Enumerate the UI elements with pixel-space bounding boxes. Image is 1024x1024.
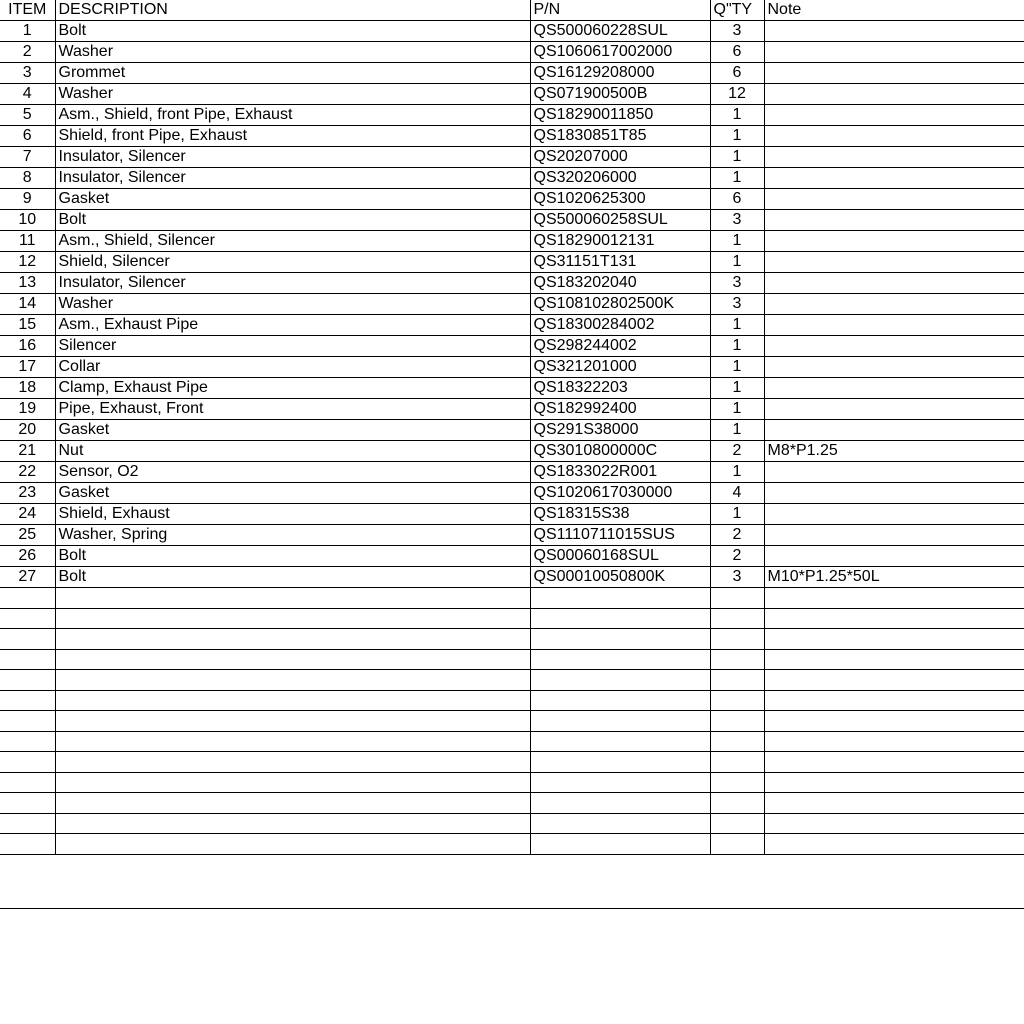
cell-description: Washer (55, 84, 530, 105)
table-row (0, 629, 1024, 650)
table-row (0, 588, 1024, 609)
table-row (0, 168, 1024, 189)
cell-part-number (530, 772, 710, 793)
cell-item (0, 793, 55, 814)
cell-description (55, 731, 530, 752)
table-row (0, 772, 1024, 793)
cell-quantity: 6 (710, 189, 764, 210)
cell-quantity: 3 (710, 210, 764, 231)
cell-description: Insulator, Silencer (55, 147, 530, 168)
cell-note (764, 84, 1024, 105)
cell-note (764, 649, 1024, 670)
cell-description (55, 752, 530, 773)
cell-item (0, 629, 55, 650)
cell-note (764, 210, 1024, 231)
cell-description: Bolt (55, 21, 530, 42)
cell-note (764, 731, 1024, 752)
cell-item (0, 608, 55, 629)
table-row (0, 731, 1024, 752)
cell-description: Asm., Shield, front Pipe, Exhaust (55, 105, 530, 126)
cell-item: 18 (0, 378, 55, 399)
table-row (0, 357, 1024, 378)
cell-description: Asm., Exhaust Pipe (55, 315, 530, 336)
cell-item: 6 (0, 126, 55, 147)
cell-item: 25 (0, 525, 55, 546)
cell-description: Washer, Spring (55, 525, 530, 546)
table-row (0, 462, 1024, 483)
cell-description (55, 793, 530, 814)
cell-quantity: 3 (710, 294, 764, 315)
cell-item (0, 752, 55, 773)
cell-quantity: 6 (710, 42, 764, 63)
cell-description: Gasket (55, 483, 530, 504)
table-row (0, 273, 1024, 294)
table-row (0, 105, 1024, 126)
table-row (0, 378, 1024, 399)
cell-description: Shield, Silencer (55, 252, 530, 273)
cell-item: 7 (0, 147, 55, 168)
cell-item (0, 588, 55, 609)
cell-item: 22 (0, 462, 55, 483)
parts-list-header (0, 0, 1024, 21)
table-row (0, 252, 1024, 273)
cell-item (0, 834, 55, 855)
table-row (0, 315, 1024, 336)
cell-quantity (710, 608, 764, 629)
cell-note (764, 147, 1024, 168)
cell-part-number: QS00060168SUL (530, 546, 710, 567)
cell-description (55, 772, 530, 793)
cell-quantity: 1 (710, 105, 764, 126)
cell-quantity (710, 813, 764, 834)
table-row (0, 793, 1024, 814)
cell-item: 27 (0, 567, 55, 588)
table-row (0, 670, 1024, 691)
cell-part-number: QS18322203 (530, 378, 710, 399)
cell-description: Pipe, Exhaust, Front (55, 399, 530, 420)
cell-item: 10 (0, 210, 55, 231)
cell-part-number: QS500060258SUL (530, 210, 710, 231)
cell-part-number (530, 608, 710, 629)
cell-note (764, 462, 1024, 483)
cell-part-number: QS3010800000C (530, 441, 710, 462)
cell-note (764, 793, 1024, 814)
cell-part-number: QS1020617030000 (530, 483, 710, 504)
cell-quantity: 1 (710, 357, 764, 378)
cell-part-number (530, 649, 710, 670)
cell-description (55, 834, 530, 855)
cell-part-number: QS16129208000 (530, 63, 710, 84)
table-row (0, 399, 1024, 420)
cell-description: Clamp, Exhaust Pipe (55, 378, 530, 399)
cell-part-number (530, 629, 710, 650)
cell-description: Gasket (55, 420, 530, 441)
cell-item (0, 690, 55, 711)
table-row (0, 147, 1024, 168)
cell-description (55, 608, 530, 629)
parts-list-body (0, 21, 1024, 855)
cell-note (764, 294, 1024, 315)
cell-quantity: 1 (710, 231, 764, 252)
cell-quantity: 4 (710, 483, 764, 504)
cell-note (764, 834, 1024, 855)
cell-description (55, 629, 530, 650)
cell-quantity (710, 752, 764, 773)
cell-description: Bolt (55, 546, 530, 567)
cell-note (764, 608, 1024, 629)
cell-item: 9 (0, 189, 55, 210)
cell-description: Nut (55, 441, 530, 462)
cell-part-number: QS071900500B (530, 84, 710, 105)
cell-quantity: 3 (710, 567, 764, 588)
cell-quantity: 1 (710, 336, 764, 357)
cell-description: Washer (55, 42, 530, 63)
cell-part-number (530, 834, 710, 855)
cell-quantity: 1 (710, 462, 764, 483)
cell-description: Sensor, O2 (55, 462, 530, 483)
cell-item: 17 (0, 357, 55, 378)
table-row (0, 210, 1024, 231)
table-row (0, 690, 1024, 711)
cell-item: 13 (0, 273, 55, 294)
cell-description: Grommet (55, 63, 530, 84)
table-row (0, 834, 1024, 855)
table-row (0, 525, 1024, 546)
cell-note (764, 189, 1024, 210)
cell-item: 19 (0, 399, 55, 420)
cell-item (0, 731, 55, 752)
cell-part-number: QS1110711015SUS (530, 525, 710, 546)
cell-note (764, 772, 1024, 793)
cell-item: 2 (0, 42, 55, 63)
cell-note (764, 168, 1024, 189)
cell-description (55, 711, 530, 732)
table-row (0, 21, 1024, 42)
cell-note (764, 813, 1024, 834)
table-row (0, 126, 1024, 147)
cell-part-number: QS20207000 (530, 147, 710, 168)
cell-item: 8 (0, 168, 55, 189)
cell-item: 26 (0, 546, 55, 567)
cell-item: 11 (0, 231, 55, 252)
cell-note (764, 252, 1024, 273)
cell-quantity: 1 (710, 315, 764, 336)
cell-quantity (710, 711, 764, 732)
cell-part-number: QS500060228SUL (530, 21, 710, 42)
cell-description: Gasket (55, 189, 530, 210)
cell-item: 5 (0, 105, 55, 126)
cell-part-number: QS18290012131 (530, 231, 710, 252)
cell-note (764, 420, 1024, 441)
cell-part-number: QS18315S38 (530, 504, 710, 525)
cell-note (764, 42, 1024, 63)
cell-part-number (530, 793, 710, 814)
cell-part-number: QS31151T131 (530, 252, 710, 273)
table-row (0, 84, 1024, 105)
cell-note (764, 711, 1024, 732)
table-row (0, 483, 1024, 504)
cell-quantity (710, 793, 764, 814)
table-row (0, 42, 1024, 63)
cell-description: Asm., Shield, Silencer (55, 231, 530, 252)
table-row (0, 336, 1024, 357)
cell-part-number: QS298244002 (530, 336, 710, 357)
cell-item (0, 772, 55, 793)
cell-description: Bolt (55, 210, 530, 231)
cell-part-number (530, 731, 710, 752)
cell-note (764, 399, 1024, 420)
cell-quantity: 2 (710, 525, 764, 546)
cell-part-number (530, 711, 710, 732)
cell-note (764, 588, 1024, 609)
cell-item (0, 649, 55, 670)
cell-description (55, 813, 530, 834)
cell-quantity (710, 649, 764, 670)
cell-quantity: 1 (710, 420, 764, 441)
cell-description: Insulator, Silencer (55, 273, 530, 294)
cell-quantity (710, 834, 764, 855)
cell-note (764, 546, 1024, 567)
header-note: Note (764, 0, 1024, 21)
table-row (0, 608, 1024, 629)
cell-item: 16 (0, 336, 55, 357)
cell-part-number (530, 752, 710, 773)
cell-quantity (710, 690, 764, 711)
cell-note (764, 483, 1024, 504)
cell-note (764, 378, 1024, 399)
cell-quantity: 2 (710, 441, 764, 462)
cell-note (764, 126, 1024, 147)
cell-note (764, 336, 1024, 357)
cell-description: Shield, front Pipe, Exhaust (55, 126, 530, 147)
cell-part-number (530, 670, 710, 691)
cell-item: 20 (0, 420, 55, 441)
cell-note (764, 629, 1024, 650)
cell-note (764, 670, 1024, 691)
cell-description: Collar (55, 357, 530, 378)
cell-item (0, 813, 55, 834)
table-row (0, 752, 1024, 773)
header-quantity: Q"TY (710, 0, 764, 21)
cell-part-number (530, 588, 710, 609)
header-part-number: P/N (530, 0, 710, 21)
cell-description: Silencer (55, 336, 530, 357)
cell-quantity: 1 (710, 378, 764, 399)
cell-part-number: QS18290011850 (530, 105, 710, 126)
cell-part-number: QS1833022R001 (530, 462, 710, 483)
header-description: DESCRIPTION (55, 0, 530, 21)
cell-note (764, 231, 1024, 252)
cell-part-number: QS291S38000 (530, 420, 710, 441)
table-row (0, 189, 1024, 210)
table-row (0, 813, 1024, 834)
cell-quantity: 2 (710, 546, 764, 567)
cell-item: 3 (0, 63, 55, 84)
header-row (0, 0, 1024, 21)
cell-part-number: QS108102802500K (530, 294, 710, 315)
cell-part-number: QS320206000 (530, 168, 710, 189)
cell-quantity: 3 (710, 273, 764, 294)
cell-description: Shield, Exhaust (55, 504, 530, 525)
cell-item: 21 (0, 441, 55, 462)
cell-part-number: QS1020625300 (530, 189, 710, 210)
cell-part-number: QS321201000 (530, 357, 710, 378)
table-row (0, 649, 1024, 670)
cell-note (764, 315, 1024, 336)
cell-part-number: QS18300284002 (530, 315, 710, 336)
cell-item: 24 (0, 504, 55, 525)
table-row (0, 294, 1024, 315)
cell-quantity: 1 (710, 252, 764, 273)
table-row (0, 567, 1024, 588)
table-row (0, 63, 1024, 84)
cell-description: Washer (55, 294, 530, 315)
cell-note (764, 525, 1024, 546)
cell-part-number: QS00010050800K (530, 567, 710, 588)
cell-item: 4 (0, 84, 55, 105)
cell-note (764, 504, 1024, 525)
cell-description (55, 588, 530, 609)
cell-part-number (530, 813, 710, 834)
cell-quantity: 1 (710, 168, 764, 189)
table-row (0, 441, 1024, 462)
table-row (0, 231, 1024, 252)
cell-description (55, 649, 530, 670)
cell-note (764, 105, 1024, 126)
cell-note (764, 63, 1024, 84)
cell-note: M10*P1.25*50L (764, 567, 1024, 588)
cell-note (764, 21, 1024, 42)
cell-quantity: 1 (710, 399, 764, 420)
cell-item: 1 (0, 21, 55, 42)
cell-item: 12 (0, 252, 55, 273)
cell-part-number (530, 690, 710, 711)
cell-item: 14 (0, 294, 55, 315)
table-row (0, 504, 1024, 525)
cell-note: M8*P1.25 (764, 441, 1024, 462)
cell-quantity: 1 (710, 147, 764, 168)
cell-item (0, 670, 55, 691)
cell-quantity: 3 (710, 21, 764, 42)
cell-quantity (710, 731, 764, 752)
cell-item: 15 (0, 315, 55, 336)
cell-description (55, 690, 530, 711)
table-row (0, 420, 1024, 441)
cell-quantity (710, 772, 764, 793)
cell-quantity (710, 670, 764, 691)
cell-note (764, 357, 1024, 378)
table-row (0, 546, 1024, 567)
cell-part-number: QS1830851T85 (530, 126, 710, 147)
cell-quantity: 6 (710, 63, 764, 84)
header-item: ITEM (0, 0, 55, 21)
table-row (0, 711, 1024, 732)
cell-description: Bolt (55, 567, 530, 588)
cell-quantity: 1 (710, 504, 764, 525)
cell-note (764, 273, 1024, 294)
cell-quantity: 1 (710, 126, 764, 147)
cell-quantity (710, 629, 764, 650)
cell-description: Insulator, Silencer (55, 168, 530, 189)
cell-note (764, 752, 1024, 773)
cell-quantity: 12 (710, 84, 764, 105)
cell-item (0, 711, 55, 732)
cell-part-number: QS182992400 (530, 399, 710, 420)
cell-quantity (710, 588, 764, 609)
cell-part-number: QS183202040 (530, 273, 710, 294)
cell-item: 23 (0, 483, 55, 504)
page-footer-rule (0, 908, 1024, 909)
cell-part-number: QS1060617002000 (530, 42, 710, 63)
cell-note (764, 690, 1024, 711)
cell-description (55, 670, 530, 691)
